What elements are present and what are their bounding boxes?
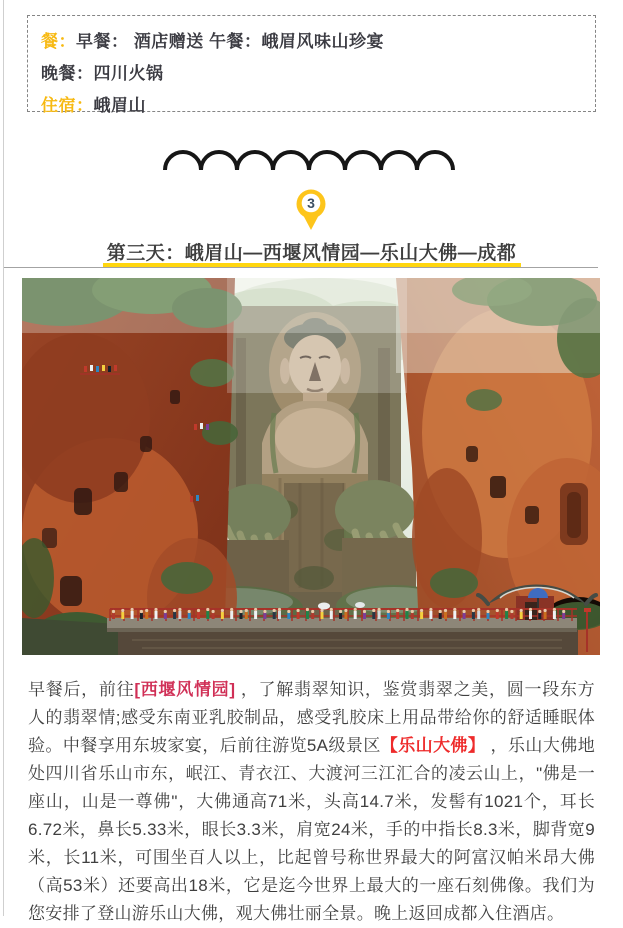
paragraph-segment: ，了解翡翠知识，鉴赏翡翠之美，圆一段东方人的翡翠情;感受东南亚乳胶制品，感受乳胶床上用品带给你的舒适睡眠体验。中餐享用东坡家宴，后前往游览5A级景区 <box>28 680 595 755</box>
horizontal-divider-line <box>4 267 598 268</box>
meal-info-box <box>27 15 596 115</box>
itinerary-paragraph <box>28 676 595 928</box>
day-number: 3 <box>307 195 315 211</box>
lodging-label: 住宿： <box>41 96 94 115</box>
highlight-xiyan-park: [西堰风情园] <box>134 680 236 699</box>
day-title: 第三天：峨眉山—西堰风情园—乐山大佛—成都 <box>106 243 517 264</box>
meal-value: 晚餐：四川火锅 <box>41 64 164 83</box>
meal-label: 餐： <box>41 32 76 51</box>
highlight-leshan-buddha: 【乐山大佛】 <box>380 736 486 755</box>
meal-value: 早餐： 酒店赠送 午餐：峨眉风味山珍宴 <box>76 32 384 51</box>
day-map-pin-icon <box>296 189 326 233</box>
paragraph-segment: ，乐山大佛地处四川省乐山市东，岷江、青衣江、大渡河三江汇合的凌云山上，"佛是一座山，山是一尊佛"，大佛通高71米，头高14.7米，发髻有1021个，耳长6.72米，鼻长5.33米，眼长3.3米，肩宽24米，手的中指长8.3米，脚背宽9米，长11米，可围坐百人以上，比起曾号称世界最大的阿富汉帕米昂大佛（高53米）还要高出18米，它是迄今世界上最大的一座石刻佛像。我们为您安排了登山游乐山大佛，观大佛壮丽全景。晚上返回成都入住酒店。 <box>28 736 595 923</box>
meal-line-lodging <box>41 90 582 122</box>
scallop-divider-icon <box>163 145 455 172</box>
paragraph-segment: 早餐后，前往 <box>28 680 135 699</box>
lodging-value: 峨眉山 <box>93 96 146 115</box>
leshan-buddha-photo[interactable] <box>22 278 600 655</box>
page-left-border <box>3 0 4 916</box>
meal-line-dinner <box>41 58 582 90</box>
meal-line-breakfast-lunch <box>41 26 582 58</box>
